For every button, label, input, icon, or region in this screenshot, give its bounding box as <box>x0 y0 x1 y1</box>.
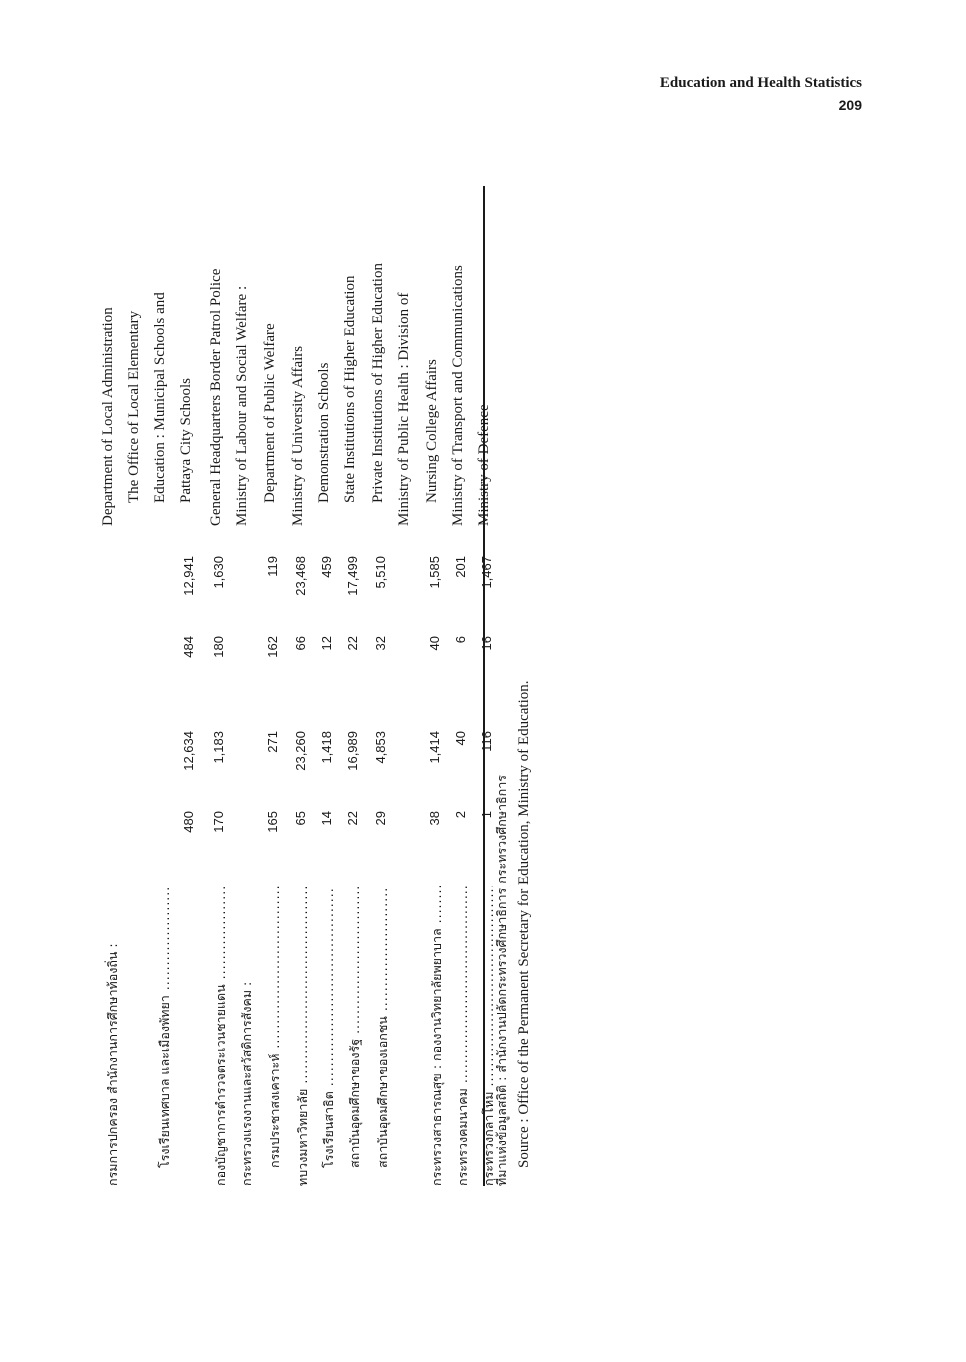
value-col-3: 12 <box>319 636 334 651</box>
english-label: Demonstration Schools <box>316 362 332 503</box>
value-col-2: 16,989 <box>345 731 360 771</box>
value-col-2: 23,260 <box>293 731 308 771</box>
value-col-1: 38 <box>427 811 442 826</box>
value-col-4: 23,468 <box>293 556 308 596</box>
value-col-2: 4,853 <box>373 731 388 764</box>
english-label: Private Institutions of Higher Education <box>370 263 386 503</box>
source-note-thai: ที่มาแห่งข้อมูลสถิติ : สำนักงานปลัดกระทรวงศึกษาธิการ กระทรวงศึกษาธิการ <box>494 775 509 1186</box>
value-col-1: 165 <box>265 811 280 833</box>
english-label: Education : Municipal Schools and <box>152 292 168 503</box>
table-row <box>394 186 420 1186</box>
thai-label: สถาบันอุดมศึกษาของเอกชน ..... <box>373 886 393 1168</box>
table-row <box>98 186 124 1186</box>
thai-label: กรมประชาสงเคราะห์ ..... <box>265 886 285 1168</box>
thai-label: โรงเรียนเทศบาล และเมืองพัทยา ..... <box>155 886 175 1168</box>
table-row <box>206 186 232 1186</box>
english-label: Ministry of Public Health : Division of <box>396 292 412 526</box>
section-title: Education and Health Statistics <box>659 75 862 91</box>
table-row <box>368 186 394 1186</box>
rotated-table-block <box>98 186 568 1186</box>
value-col-4: 201 <box>453 556 468 578</box>
table-row <box>260 186 286 1186</box>
value-col-4: 17,499 <box>345 556 360 596</box>
table-bottom-rule <box>483 186 485 1186</box>
value-col-2: 40 <box>453 731 468 746</box>
english-label: Ministry of Transport and Communications <box>450 265 466 526</box>
table-row <box>314 186 340 1186</box>
thai-label: กระทรวงคมนาคม ..... <box>453 886 473 1186</box>
thai-label: กระทรวงสาธารณสุข : กองงานวิทยาลัยพยาบาล ..... <box>427 886 447 1186</box>
value-col-2: 1,418 <box>319 731 334 764</box>
value-col-4: 5,510 <box>373 556 388 589</box>
table-row <box>124 186 150 1186</box>
value-col-3: 32 <box>373 636 388 651</box>
value-col-1: 170 <box>211 811 226 833</box>
value-col-4: 12,941 <box>181 556 196 596</box>
table-row <box>176 186 202 1186</box>
value-col-3: 22 <box>345 636 360 651</box>
english-label: The Office of Local Elementary <box>126 310 142 503</box>
value-col-2: 12,634 <box>181 731 196 771</box>
value-col-4: 1,630 <box>211 556 226 589</box>
english-label: Ministry of University Affairs <box>290 345 306 526</box>
english-label: Department of Public Welfare <box>262 323 278 503</box>
value-col-1: 1 <box>479 811 494 819</box>
thai-label: โรงเรียนสาธิต ..... <box>319 886 339 1168</box>
value-col-1: 22 <box>345 811 360 826</box>
value-col-3: 40 <box>427 636 442 651</box>
value-col-3: 180 <box>211 636 226 658</box>
value-col-2: 1,183 <box>211 731 226 764</box>
table-row <box>288 186 314 1186</box>
value-col-2: 1,414 <box>427 731 442 764</box>
thai-label: ทบวงมหาวิทยาลัย ..... <box>293 886 313 1186</box>
thai-label: สถาบันอุดมศึกษาของรัฐ ..... <box>345 886 365 1168</box>
value-col-4: 1,585 <box>427 556 442 589</box>
thai-label: กองบัญชาการตำรวจตระเวนชายแดน ..... <box>211 886 231 1186</box>
value-col-4: 459 <box>319 556 334 578</box>
english-label: Nursing College Affairs <box>424 359 440 503</box>
thai-label: กรมการปกครอง สำนักงานการศึกษาท้องถิ่น : <box>105 943 120 1186</box>
table-row <box>422 186 448 1186</box>
value-col-3: 162 <box>265 636 280 658</box>
source-note-english: Source : Office of the Permanent Secretary for Education, Ministry of Education. <box>516 680 532 1168</box>
english-label: Department of Local Administration <box>100 307 116 526</box>
table-row <box>448 186 474 1186</box>
value-col-1: 14 <box>319 811 334 826</box>
thai-label: กระทรวงแรงงานและสวัสดิการสังคม : <box>239 981 254 1186</box>
english-label: Ministry of Labour and Social Welfare : <box>234 285 250 526</box>
page-header <box>660 72 862 116</box>
value-col-2: 116 <box>479 731 494 752</box>
page-number: 209 <box>838 97 862 113</box>
value-col-3: 16 <box>479 636 494 651</box>
value-col-1: 2 <box>453 811 468 819</box>
english-label: State Institutions of Higher Education <box>342 275 358 503</box>
english-label: Ministry of Defence <box>476 404 492 526</box>
english-label: Pattaya City Schools <box>178 378 194 503</box>
table-row <box>150 186 176 1186</box>
value-col-3: 484 <box>181 636 196 658</box>
table-row <box>340 186 366 1186</box>
value-col-3: 66 <box>293 636 308 651</box>
table-row <box>232 186 258 1186</box>
value-col-2: 271 <box>265 731 280 753</box>
english-label: General Headquarters Border Patrol Police <box>208 268 224 526</box>
thai-label: กระทรวงกลาโหม ..... <box>479 886 499 1186</box>
value-col-3: 6 <box>453 636 468 644</box>
value-col-1: 29 <box>373 811 388 826</box>
value-col-4: 1,467 <box>479 556 494 589</box>
value-col-1: 65 <box>293 811 308 826</box>
value-col-4: 119 <box>265 556 280 577</box>
value-col-1: 480 <box>181 811 196 833</box>
